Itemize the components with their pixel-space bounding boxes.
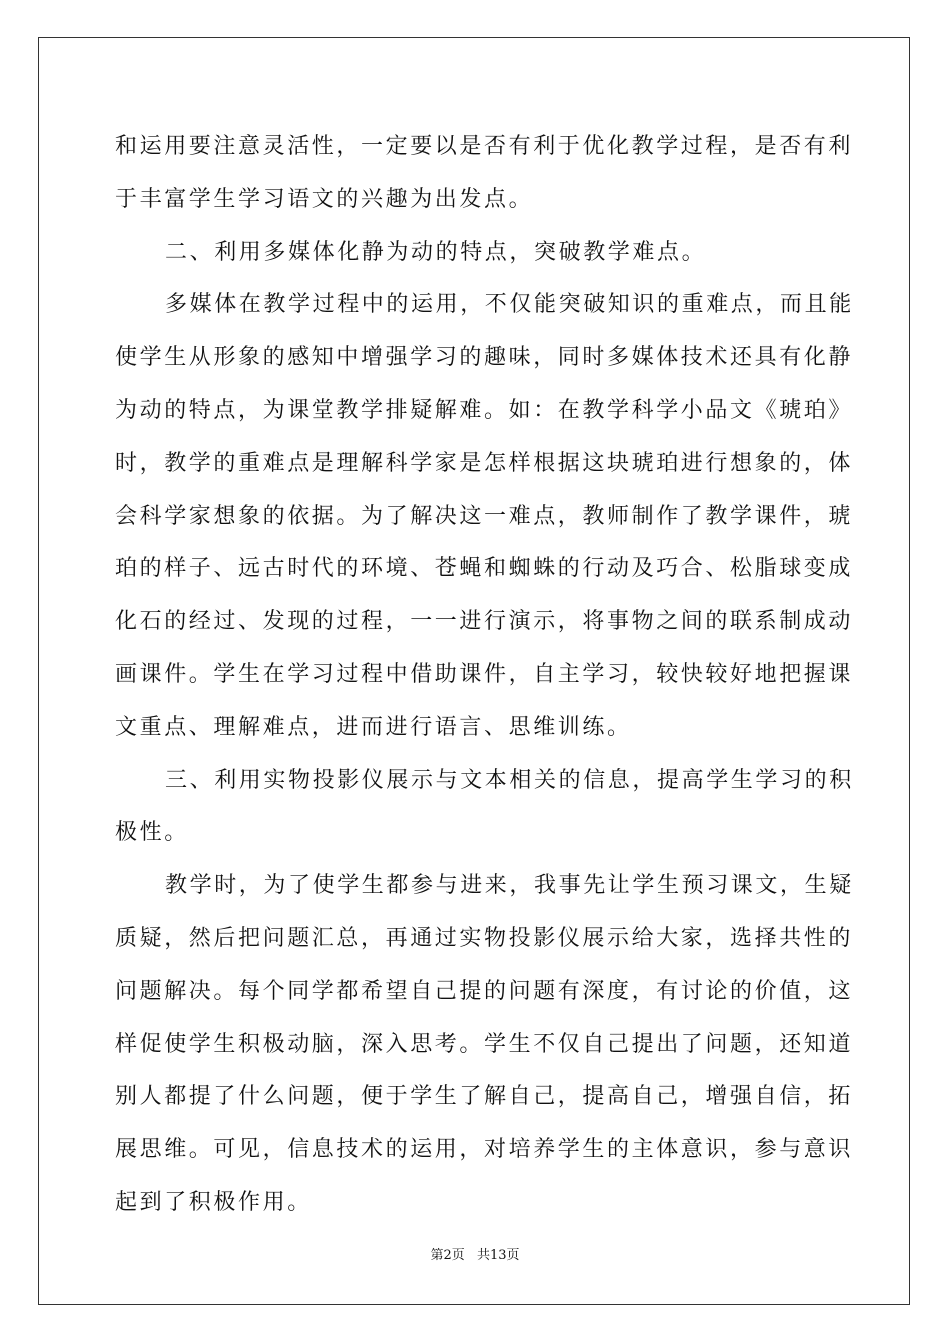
text-line: 会科学家想象的依据。为了解决这一难点，教师制作了教学课件，琥: [115, 503, 854, 529]
text-line: 时，教学的重难点是理解科学家是怎样根据这块琥珀进行想象的，体: [115, 450, 854, 476]
paragraph: [115, 227, 837, 280]
text-line: 起到了积极作用。: [115, 1189, 312, 1215]
text-line: 样促使学生积极动脑，深入思考。学生不仅自己提出了问题，还知道: [115, 1031, 854, 1057]
text-line: 别人都提了什么问题，便于学生了解自己，提高自己，增强自信，拓: [115, 1084, 854, 1110]
text-line: 为动的特点，为课堂教学排疑解难。如：在教学科学小品文《琥珀》: [115, 397, 854, 423]
text-line: 珀的样子、远古时代的环境、苍蝇和蜘蛛的行动及巧合、松脂球变成: [115, 556, 854, 582]
text-line: 画课件。学生在学习过程中借助课件，自主学习，较快较好地把握课: [115, 661, 854, 687]
text-line: 文重点、理解难点，进而进行语言、思维训练。: [115, 714, 632, 740]
text-line: 质疑，然后把问题汇总，再通过实物投影仪展示给大家，选择共性的: [115, 925, 854, 951]
text-line: 展思维。可见，信息技术的运用，对培养学生的主体意识，参与意识: [115, 1137, 854, 1163]
text-line: 使学生从形象的感知中增强学习的趣味，同时多媒体技术还具有化静: [115, 345, 854, 371]
paragraph: [115, 860, 854, 1230]
paragraph: [115, 279, 854, 754]
page-number: 第2页: [430, 1248, 465, 1263]
document-body: [115, 121, 854, 1230]
paragraph: [115, 121, 854, 227]
text-line: 三、利用实物投影仪展示与文本相关的信息，提高学生学习的积: [165, 767, 854, 793]
text-line: 多媒体在教学过程中的运用，不仅能突破知识的重难点，而且能: [165, 292, 854, 318]
page-total: 共13页: [476, 1248, 520, 1263]
text-line: 极性。: [115, 820, 189, 846]
paragraph: [115, 755, 854, 861]
text-line: 问题解决。每个同学都希望自己提的问题有深度，有讨论的价值，这: [115, 978, 854, 1004]
text-line: 化石的经过、发现的过程，一一进行演示，将事物之间的联系制成动: [115, 609, 854, 635]
text-line: 二、利用多媒体化静为动的特点，突破教学难点。: [165, 239, 707, 265]
page-footer: [0, 1244, 950, 1263]
text-line: 于丰富学生学习语文的兴趣为出发点。: [115, 186, 534, 212]
text-line: 教学时，为了使学生都参与进来，我事先让学生预习课文，生疑: [165, 873, 854, 899]
text-line: 和运用要注意灵活性，一定要以是否有利于优化教学过程，是否有利: [115, 134, 854, 159]
